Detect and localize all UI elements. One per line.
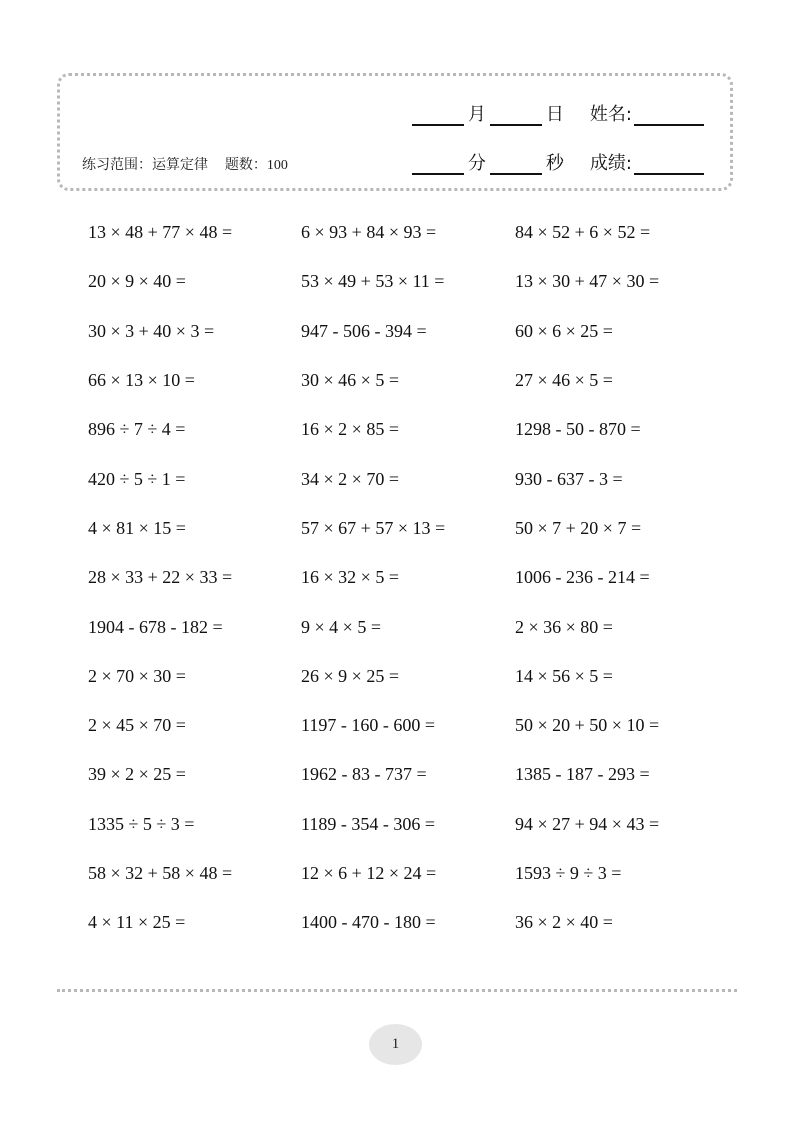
problem: 30 × 46 × 5 = [301, 370, 399, 391]
problem-row [88, 454, 728, 503]
problem: 1006 - 236 - 214 = [514, 567, 650, 588]
time-score-row [412, 149, 704, 175]
problem: 16 × 32 × 5 = [301, 567, 399, 588]
month-blank[interactable] [412, 104, 464, 126]
name-label: 姓名: [589, 104, 632, 125]
footer-divider [57, 989, 737, 992]
problem: 14 × 56 × 5 = [514, 665, 613, 686]
problem: 50 × 7 + 20 × 7 = [514, 517, 642, 538]
problem: 27 × 46 × 5 = [514, 370, 613, 391]
problem: 9 × 4 × 5 = [301, 616, 381, 637]
problem: 1904 - 678 - 182 = [88, 616, 223, 637]
minute-label: 分 [467, 153, 486, 174]
problem: 2 × 45 × 70 = [88, 715, 186, 736]
page-number: 1 [391, 1036, 400, 1052]
minute-blank[interactable] [412, 153, 464, 175]
practice-scope [82, 154, 288, 174]
problem-row [88, 257, 728, 306]
problem-row [88, 849, 728, 898]
problem: 34 × 2 × 70 = [301, 468, 399, 489]
worksheet-header [57, 73, 733, 191]
problem-row [88, 701, 728, 750]
problem-row [88, 800, 728, 849]
problem-row [88, 553, 728, 602]
day-label: 日 [545, 104, 564, 125]
problem: 947 - 506 - 394 = [301, 320, 427, 341]
score-label: 成绩: [589, 153, 632, 174]
month-label: 月 [467, 104, 486, 125]
problem-row [88, 652, 728, 701]
problem: 4 × 81 × 15 = [88, 517, 186, 538]
problem: 1298 - 50 - 870 = [514, 419, 641, 440]
problem: 12 × 6 + 12 × 24 = [301, 863, 437, 883]
problem: 60 × 6 × 25 = [514, 320, 613, 341]
problem: 28 × 33 + 22 × 33 = [88, 567, 233, 588]
problem: 84 × 52 + 6 × 52 = [514, 222, 651, 243]
problem: 1400 - 470 - 180 = [301, 912, 436, 933]
problem: 2 × 70 × 30 = [88, 665, 186, 686]
problem-row [88, 208, 728, 257]
problem: 6 × 93 + 84 × 93 = [301, 222, 437, 243]
problem: 57 × 67 + 57 × 13 = [301, 517, 446, 538]
count-value: 100 [266, 158, 288, 173]
problem: 1189 - 354 - 306 = [301, 813, 435, 834]
problem: 13 × 30 + 47 × 30 = [514, 271, 660, 292]
problem: 94 × 27 + 94 × 43 = [514, 813, 660, 834]
problem-row [88, 405, 728, 454]
problem: 16 × 2 × 85 = [301, 419, 399, 440]
second-label: 秒 [545, 153, 564, 174]
problem-row [88, 356, 728, 405]
problem: 26 × 9 × 25 = [301, 665, 399, 686]
problem: 30 × 3 + 40 × 3 = [88, 320, 215, 341]
problem: 930 - 637 - 3 = [514, 468, 623, 489]
problem: 1593 ÷ 9 ÷ 3 = [514, 863, 622, 883]
problem: 50 × 20 + 50 × 10 = [514, 715, 660, 736]
score-blank[interactable] [634, 153, 704, 175]
problem-row [88, 602, 728, 651]
count-label: 题数： [224, 157, 267, 173]
scope-label: 练习范围：运算定律 [82, 157, 208, 173]
date-name-row [412, 100, 704, 126]
page-number-badge [369, 1024, 422, 1065]
problem-row [88, 898, 728, 947]
day-blank[interactable] [490, 104, 542, 126]
problem: 4 × 11 × 25 = [88, 912, 186, 933]
problem: 1335 ÷ 5 ÷ 3 = [88, 813, 195, 834]
problem: 36 × 2 × 40 = [514, 912, 613, 933]
problem-row [88, 504, 728, 553]
problem: 13 × 48 + 77 × 48 = [88, 222, 233, 243]
problem: 420 ÷ 5 ÷ 1 = [88, 468, 186, 489]
problem: 58 × 32 + 58 × 48 = [88, 863, 233, 883]
problem: 1962 - 83 - 737 = [301, 764, 427, 785]
problem-row [88, 750, 728, 799]
problem: 20 × 9 × 40 = [88, 271, 186, 292]
problem-row [88, 307, 728, 356]
problem: 1385 - 187 - 293 = [514, 764, 650, 785]
problem-grid [88, 208, 728, 947]
problem: 66 × 13 × 10 = [88, 370, 195, 391]
problem: 2 × 36 × 80 = [514, 616, 613, 637]
problem: 53 × 49 + 53 × 11 = [301, 271, 445, 292]
problem: 1197 - 160 - 600 = [301, 715, 435, 736]
problem: 39 × 2 × 25 = [88, 764, 186, 785]
name-blank[interactable] [634, 104, 704, 126]
problem: 896 ÷ 7 ÷ 4 = [88, 419, 186, 440]
second-blank[interactable] [490, 153, 542, 175]
